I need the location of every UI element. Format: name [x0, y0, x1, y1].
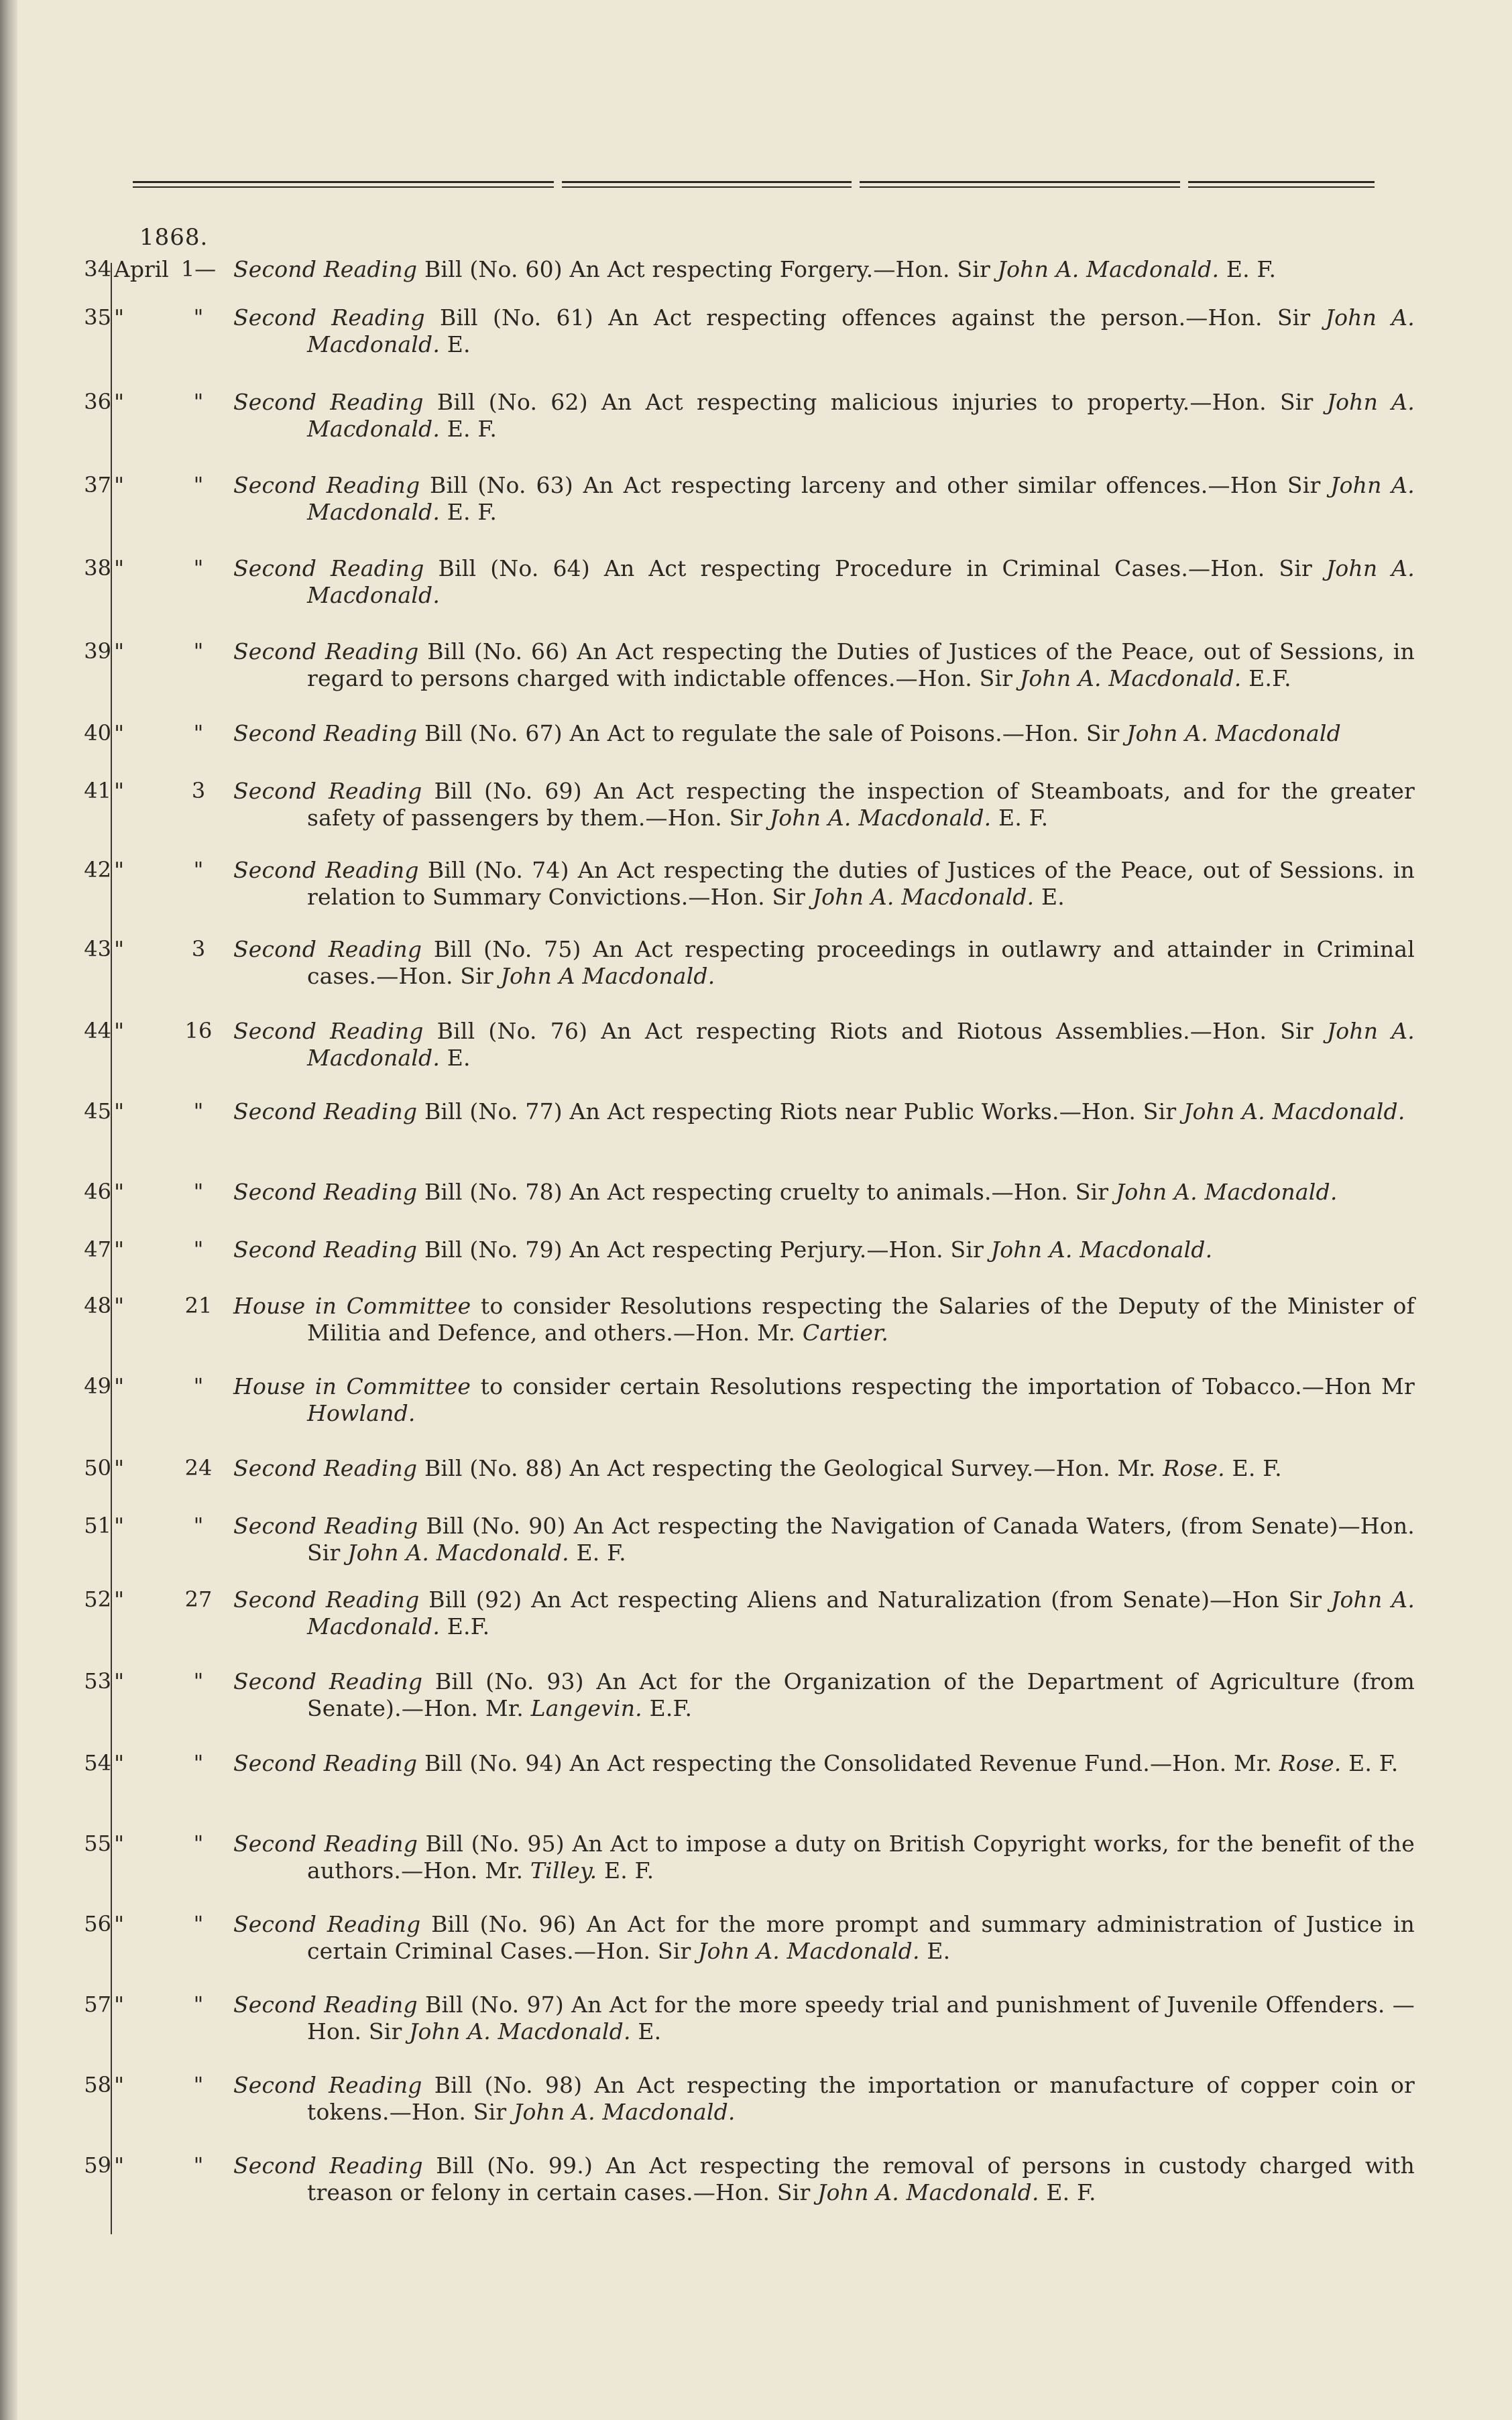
entry-text	[233, 1908, 1415, 1965]
bill-description: Bill (No. 96) An Act for the more prompt and summary administration of Justice in certain Criminal Cases.—Hon. Sir	[307, 1911, 1415, 1964]
journal-entries-list	[0, 253, 1512, 2229]
entry-number: 48	[84, 1293, 111, 1318]
motion-type: Second Reading	[233, 304, 425, 331]
entry-number: 46	[84, 1179, 111, 1204]
entry-day: "	[193, 555, 204, 581]
bill-description: Bill (No. 94) An Act respecting the Consolidated Revenue Fund.—Hon. Mr.	[417, 1750, 1279, 1776]
motion-type: Second Reading	[233, 1179, 418, 1205]
entry-day: "	[193, 857, 204, 882]
journal-entry	[0, 1666, 1415, 1747]
entry-month: "	[114, 778, 125, 804]
entry-day: "	[193, 1373, 204, 1399]
entry-number: 52	[84, 1587, 111, 1612]
member-name: Langevin.	[530, 1695, 642, 1721]
year-heading: 1868.	[139, 224, 209, 251]
entry-number: 54	[84, 1750, 111, 1776]
entry-tail: E. F.	[440, 416, 498, 442]
member-name: Rose.	[1163, 1455, 1225, 1481]
motion-type: Second Reading	[233, 555, 424, 581]
journal-entry	[0, 553, 1415, 636]
member-name: John A. Macdonald.	[307, 389, 1415, 442]
entry-day: "	[193, 1236, 204, 1262]
entry-month: "	[114, 1098, 125, 1125]
entry-number: 38	[84, 555, 111, 581]
motion-type: Second Reading	[233, 1018, 424, 1044]
bill-description: Bill (No. 66) An Act respecting the Duties of Justices of the Peace, out of Sessions, in regard to persons charged with indictable offences.—Hon. Sir	[307, 638, 1415, 691]
entry-tail: E.	[440, 331, 471, 357]
entry-day: "	[193, 2152, 204, 2178]
entry-month: "	[114, 472, 125, 498]
entry-day: "	[193, 638, 204, 664]
motion-type: Second Reading	[233, 472, 420, 498]
bill-description: Bill (No. 98) An Act respecting the importation or manufacture of copper coin or tokens.—Hon. Sir	[307, 2072, 1415, 2125]
entry-month: "	[114, 389, 125, 415]
member-name: John A. Macdonald.	[997, 256, 1220, 282]
motion-type: House in Committee	[233, 1293, 471, 1319]
member-name: John A. Macdonald.	[990, 1236, 1213, 1263]
entry-tail: E. F.	[597, 1857, 654, 1884]
entry-day: "	[193, 1179, 204, 1204]
entry-number: 36	[84, 389, 111, 414]
entry-text	[233, 469, 1415, 526]
entry-day: "	[193, 1992, 204, 2017]
member-name: John A. Macdonald.	[514, 2099, 736, 2125]
entry-number: 55	[84, 1831, 111, 1856]
member-name: John A. Macdonald.	[409, 2018, 631, 2044]
journal-entry	[0, 1510, 1415, 1584]
entry-day: 3	[191, 936, 206, 962]
member-name: John A. Macdonald.	[1019, 665, 1242, 691]
entry-month: "	[114, 1373, 125, 1399]
journal-entry	[0, 386, 1415, 469]
entry-month: "	[114, 1018, 125, 1044]
journal-entry	[0, 636, 1415, 717]
member-name: Cartier.	[802, 1320, 889, 1346]
entry-day: "	[193, 2072, 204, 2097]
entry-day: "	[193, 389, 204, 414]
entry-tail: E.	[1034, 884, 1065, 910]
journal-entry	[0, 775, 1415, 854]
bill-description: Bill (No. 63) An Act respecting larceny and other similar offences.—Hon Sir	[420, 472, 1331, 498]
entry-tail: E. F.	[991, 805, 1049, 831]
entry-month: "	[114, 936, 125, 962]
motion-type: Second Reading	[233, 1831, 418, 1857]
journal-entry	[0, 1908, 1415, 1989]
entry-number: 44	[84, 1018, 111, 1043]
bill-description: Bill (No. 64) An Act respecting Procedure in Criminal Cases.—Hon. Sir	[424, 555, 1326, 581]
journal-entry	[0, 1452, 1415, 1510]
entry-month: "	[114, 857, 125, 883]
entry-tail: E. F.	[569, 1540, 626, 1566]
entry-text	[233, 1290, 1415, 1346]
entry-tail: E. F.	[440, 499, 498, 525]
entry-tail: E.	[440, 1045, 471, 1071]
entry-day: 21	[184, 1293, 213, 1318]
entry-month: "	[114, 1911, 125, 1937]
entry-number: 56	[84, 1911, 111, 1937]
entry-text	[233, 1666, 1415, 1722]
motion-type: Second Reading	[233, 638, 419, 665]
bill-description: Bill (No. 78) An Act respecting cruelty to animals.—Hon. Sir	[417, 1179, 1116, 1205]
bill-description: Bill (No. 97) An Act for the more speedy trial and punishment of Juvenile Offenders. —Hon. Sir	[307, 1992, 1415, 2044]
bill-description: Bill (No. 62) An Act respecting malicious injuries to property.—Hon. Sir	[423, 389, 1327, 415]
entry-number: 58	[84, 2072, 111, 2097]
journal-entry	[0, 1176, 1415, 1234]
entry-day: "	[193, 472, 204, 498]
journal-entry	[0, 1234, 1415, 1290]
motion-type: Second Reading	[233, 778, 422, 804]
entry-day: "	[193, 1750, 204, 1776]
journal-entry	[0, 933, 1415, 1015]
entry-number: 49	[84, 1373, 111, 1399]
entry-text	[233, 1510, 1415, 1566]
member-name: Howland.	[307, 1400, 416, 1426]
entry-number: 53	[84, 1668, 111, 1694]
entry-number: 51	[84, 1513, 111, 1538]
entry-number: 45	[84, 1098, 111, 1124]
entry-text	[233, 2150, 1415, 2206]
motion-type: Second Reading	[233, 1236, 418, 1263]
entry-month: "	[114, 304, 125, 331]
entry-text	[233, 854, 1415, 911]
entry-day: "	[193, 1911, 204, 1937]
header-rule-segment	[860, 180, 1180, 190]
entry-text	[233, 1176, 1415, 1206]
entry-tail: E.	[919, 1938, 951, 1964]
entry-month: "	[114, 1831, 125, 1857]
journal-entry	[0, 1371, 1415, 1452]
member-name: John A. Macdonald.	[347, 1540, 569, 1566]
bill-description: Bill (No. 75) An Act respecting proceedings in outlawry and attainder in Criminal cases.—Hon. Sir	[307, 936, 1415, 989]
motion-type: Second Reading	[233, 2072, 422, 2098]
entry-number: 41	[84, 778, 111, 803]
entry-month: April	[114, 256, 169, 282]
entry-text	[233, 253, 1415, 283]
entry-month: "	[114, 720, 125, 746]
journal-entry	[0, 1290, 1415, 1371]
entry-text	[233, 636, 1415, 692]
entry-month: "	[114, 1236, 125, 1263]
entry-month: "	[114, 1587, 125, 1613]
bill-description: Bill (No. 60) An Act respecting Forgery.—Hon. Sir	[417, 256, 998, 282]
entry-text	[233, 302, 1415, 358]
member-name: John A. Macdonald.	[307, 1018, 1415, 1071]
entry-month: "	[114, 1513, 125, 1539]
entry-text	[233, 2069, 1415, 2126]
entry-day: 27	[184, 1587, 213, 1612]
bill-description: Bill (No. 93) An Act for the Organization of the Department of Agriculture (from Senate).—Hon. Mr.	[307, 1668, 1415, 1721]
entry-day: 16	[184, 1018, 213, 1043]
motion-type: Second Reading	[233, 1455, 418, 1481]
motion-type: Second Reading	[233, 256, 418, 282]
journal-entry	[0, 1989, 1415, 2069]
journal-entry	[0, 302, 1415, 386]
journal-entry	[0, 2150, 1415, 2229]
motion-type: Second Reading	[233, 936, 422, 962]
entry-day: "	[193, 1098, 204, 1124]
entry-text	[233, 553, 1415, 609]
bill-description: Bill (No. 61) An Act respecting offences against the person.—Hon. Sir	[424, 304, 1326, 331]
entry-day: "	[193, 304, 204, 330]
entry-tail: E.	[630, 2018, 662, 2044]
motion-type: Second Reading	[233, 1587, 420, 1613]
entry-number: 37	[84, 472, 111, 498]
motion-type: Second Reading	[233, 1668, 423, 1694]
entry-month: "	[114, 1668, 125, 1694]
entry-month: "	[114, 1293, 125, 1319]
journal-entry	[0, 469, 1415, 553]
header-rule-segment	[562, 180, 852, 190]
member-name: John A. Macdonald.	[812, 884, 1035, 910]
entry-tail: E.F.	[642, 1695, 693, 1721]
journal-entry	[0, 1584, 1415, 1666]
bill-description: Bill (No. 67) An Act to regulate the sale of Poisons.—Hon. Sir	[417, 720, 1127, 746]
entry-number: 59	[84, 2152, 111, 2178]
entry-day: "	[193, 1668, 204, 1694]
entry-tail: E.F.	[1241, 665, 1291, 691]
member-name: John A. Macdonald.	[1115, 1179, 1338, 1205]
entry-day: 3	[191, 778, 206, 803]
bill-description: Bill (No. 79) An Act respecting Perjury.—Hon. Sir	[417, 1236, 991, 1263]
journal-entry	[0, 1747, 1415, 1828]
member-name: John A Macdonald.	[500, 963, 715, 989]
member-name: John A. Macdonald.	[307, 1587, 1415, 1639]
entry-month: "	[114, 1455, 125, 1481]
entry-number: 42	[84, 857, 111, 882]
entry-day: "	[193, 720, 204, 746]
motion-type: Second Reading	[233, 1098, 418, 1125]
bill-description: Bill (92) An Act respecting Aliens and Naturalization (from Senate)—Hon Sir	[419, 1587, 1332, 1613]
motion-type: Second Reading	[233, 389, 424, 415]
entry-tail: E. F.	[1341, 1750, 1399, 1776]
journal-entry	[0, 717, 1415, 775]
entry-number: 43	[84, 936, 111, 962]
entry-text	[233, 1747, 1415, 1777]
journal-entry	[0, 1015, 1415, 1096]
journal-entry	[0, 854, 1415, 933]
entry-tail: E. F.	[1224, 1455, 1282, 1481]
entry-text	[233, 1452, 1415, 1482]
entry-month: "	[114, 638, 125, 665]
entry-month: "	[114, 2152, 125, 2179]
entry-text	[233, 1584, 1415, 1640]
member-name: John A. Macdonald.	[769, 805, 992, 831]
bill-description: to consider Resolutions respecting the Salaries of the Deputy of the Minister of Militia and Defence, and others.—Hon. Mr.	[307, 1293, 1415, 1346]
entry-day: "	[193, 1513, 204, 1538]
bill-description: to consider certain Resolutions respecting the importation of Tobacco.—Hon Mr	[471, 1373, 1415, 1399]
bill-description: Bill (No. 74) An Act respecting the duties of Justices of the Peace, out of Sessions. in relation to Summary Convictions.—Hon. Sir	[307, 857, 1415, 910]
bill-description: Bill (No. 99.) An Act respecting the removal of persons in custody charged with treason or felony in certain cases.—Hon. Sir	[307, 2152, 1415, 2205]
entry-day: "	[193, 1831, 204, 1856]
entry-tail: E.F.	[440, 1613, 490, 1639]
member-name: John A. Macdonald	[1126, 720, 1341, 746]
entry-number: 35	[84, 304, 111, 330]
journal-entry	[0, 253, 1415, 302]
entry-text	[233, 717, 1415, 747]
entry-month: "	[114, 1992, 125, 2018]
journal-entry	[0, 1096, 1415, 1176]
entry-text	[233, 1234, 1415, 1263]
entry-text	[233, 1989, 1415, 2045]
entry-month: "	[114, 2072, 125, 2098]
bill-description: Bill (No. 76) An Act respecting Riots and Riotous Assemblies.—Hon. Sir	[423, 1018, 1327, 1044]
member-name: John A. Macdonald.	[307, 304, 1415, 357]
member-name: Tilley.	[530, 1857, 597, 1884]
entry-number: 50	[84, 1455, 111, 1481]
member-name: John A. Macdonald.	[1183, 1098, 1405, 1125]
entry-number: 40	[84, 720, 111, 746]
bill-description: Bill (No. 95) An Act to impose a duty on British Copyright works, for the benefit of the authors.—Hon. Mr.	[307, 1831, 1415, 1884]
entry-text	[233, 1828, 1415, 1884]
motion-type: House in Committee	[233, 1373, 471, 1399]
bill-description: Bill (No. 90) An Act respecting the Navigation of Canada Waters, (from Senate)—Hon. Sir	[307, 1513, 1415, 1566]
header-rule-segment	[1188, 180, 1375, 190]
entry-text	[233, 933, 1415, 990]
motion-type: Second Reading	[233, 857, 419, 883]
entry-text	[233, 386, 1415, 443]
entry-number: 47	[84, 1236, 111, 1262]
entry-text	[233, 1371, 1415, 1427]
entry-text	[233, 1015, 1415, 1072]
entry-day: 1—	[180, 256, 217, 282]
header-double-rule	[133, 180, 1375, 196]
entry-number: 57	[84, 1992, 111, 2017]
motion-type: Second Reading	[233, 720, 418, 746]
member-name: John A. Macdonald.	[307, 555, 1415, 608]
entry-number: 39	[84, 638, 111, 664]
bill-description: Bill (No. 88) An Act respecting the Geological Survey.—Hon. Mr.	[417, 1455, 1163, 1481]
motion-type: Second Reading	[233, 2152, 423, 2179]
entry-tail: E. F.	[1039, 2179, 1096, 2205]
entry-text	[233, 1096, 1415, 1125]
bill-description: Bill (No. 77) An Act respecting Riots near Public Works.—Hon. Sir	[417, 1098, 1184, 1125]
entry-tail: E. F.	[1219, 256, 1277, 282]
entry-day: 24	[184, 1455, 213, 1481]
entry-text	[233, 775, 1415, 831]
entry-number: 34	[84, 256, 111, 282]
entry-month: "	[114, 1750, 125, 1776]
member-name: Rose.	[1279, 1750, 1342, 1776]
entry-month: "	[114, 555, 125, 581]
motion-type: Second Reading	[233, 1992, 418, 2018]
member-name: John A. Macdonald.	[307, 472, 1415, 525]
motion-type: Second Reading	[233, 1513, 418, 1539]
header-rule-segment	[133, 180, 554, 190]
journal-entry	[0, 1828, 1415, 1908]
member-name: John A. Macdonald.	[817, 2179, 1039, 2205]
motion-type: Second Reading	[233, 1750, 418, 1776]
bill-description: Bill (No. 69) An Act respecting the inspection of Steamboats, and for the greater safety of passengers by them.—Hon. Sir	[307, 778, 1415, 831]
motion-type: Second Reading	[233, 1911, 421, 1937]
entry-month: "	[114, 1179, 125, 1205]
journal-entry	[0, 2069, 1415, 2150]
member-name: John A. Macdonald.	[698, 1938, 920, 1964]
